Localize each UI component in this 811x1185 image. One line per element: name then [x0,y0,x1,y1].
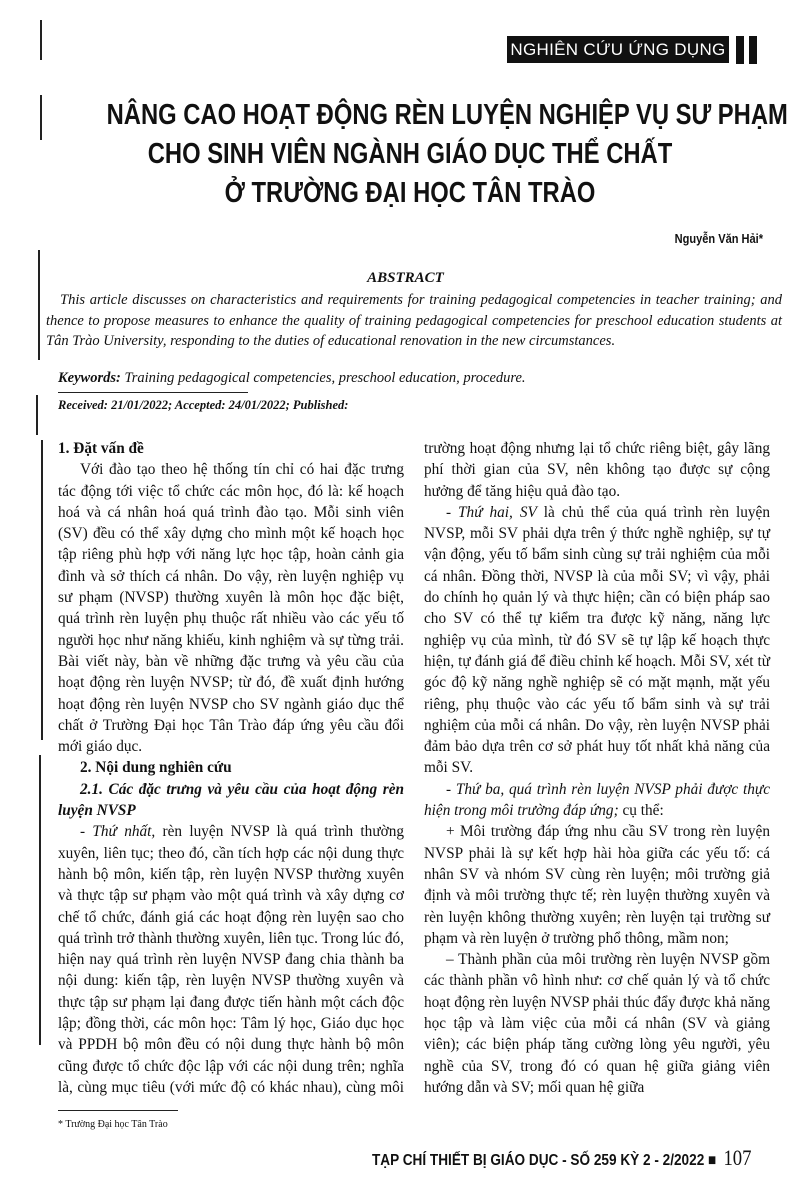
scan-margin-line [38,250,40,360]
section-heading: 2. Nội dung nghiên cứu [80,759,232,777]
article-title [40,96,788,213]
scan-margin-line [36,395,38,435]
abstract-heading: ABSTRACT [367,270,444,286]
section-heading: 1. Đặt vấn đề [58,440,144,457]
separator: ■ [707,1152,716,1169]
abstract-text: This article discusses on characteristics and requirements for training pedagogical competencies in teacher training; and thence to propose measures to enhance the quality of training pedagogical competencies for preschool education students at Tân Trào University, responding to the duties of educational renovation in the new circumstances. [46,292,782,349]
paragraph: – Thành phần của môi trường rèn luyện NVSP gồm các thành phần vô hình như: cơ chế quản lý và tổ chức hoạt động rèn luyện NVSP phải thúc đẩy được khả năng học tập và làm việc của mỗi cá nhân (SV và giảng viên); các biện pháp tăng cường lòng yêu người, yêu nghề của SV, trong đó có quan hệ giữa giảng viên hướng dẫn và SV; mối quan hệ giữa [424,951,770,1096]
title-line: CHO SINH VIÊN NGÀNH GIÁO DỤC THỂ CHẤT [147,138,673,170]
scan-margin-line [39,755,41,1045]
divider [58,392,248,393]
paragraph [424,779,770,822]
paragraph-text: là chủ thể của quá trình rèn luyện NVSP, mỗi SV phải dựa trên ý thức nghề nghiệp, sự tự vận động, yếu tố bẩm sinh cùng sự trải nghiệm của mỗi cá nhân. Đồng thời, NVSP là của mỗi SV; vì vậy, phải do chính họ quản lý và thực hiện; cần có biện pháp sao cho SV có thể tự kiểm tra được kỹ năng, năng lực nghiệp vụ của mình, từ đó SV sẽ tự lập kế hoạch thực hiện, tự đánh giá để điều chỉnh kế hoạch. Mỗi SV, xét từ góc độ kỹ năng nghề nghiệp sẽ có mặt mạnh, mặt yếu riêng, phụ thuộc vào các yếu tố bẩm sinh và sự trải nghiệm của mỗi cá nhân. Do vậy, rèn luyện NVSP phải đảm bảo dựa trên cơ sở phát huy tốt nhất khả năng của mỗi SV. [424,503,770,777]
paragraph: Với đào tạo theo hệ thống tín chỉ có hai đặc trưng tác động tới việc tổ chức các môn học, đó là: kế hoạch hoá và cá nhân hoá quá trình đào tạo. Mỗi sinh viên (SV) đều có thể xây dựng cho mình một kế hoạch học tập riêng phù hợp với năng lực học tập, hoàn cảnh gia đình và sở thích cá nhân. Do vậy, rèn luyện nghiệp vụ sư phạm (NVSP) thường xuyên là môn học đặc biệt, quá trình rèn luyện phụ thuộc rất nhiều vào các yếu tố người học như năng khiếu, kinh nghiệm và sự từng trải. Bài viết này, bàn về những đặc trưng và yêu cầu của hoạt động rèn luyện NVSP; từ đó, đề xuất định hướng hoạt động rèn luyện NVSP cho SV ngành giáo dục thể chất ở Trường Đại học Tân Trào đáp ứng yêu cầu đổi mới giáo dục. [58,461,404,756]
title-line: Ở TRƯỜNG ĐẠI HỌC TÂN TRÀO [224,177,596,209]
paragraph: + Môi trường đáp ứng nhu cầu SV trong rèn luyện NVSP phải là sự kết hợp hài hòa giữa các yếu tố: cá nhân SV và nhóm SV cùng rèn luyện; môi trường giả định và môi trường thực tế; rèn luyện thường xuyên và rèn luyện không thường xuyên; rèn luyện tại trường sư phạm và rèn luyện ở trường phổ thông, mầm non; [424,823,770,947]
paragraph-lead: - Thứ hai, SV [446,503,537,521]
page-footer [371,1145,751,1171]
paragraph-lead: - Thứ nhất, [80,823,156,841]
page-number: 107 [722,1145,751,1170]
footnote-divider [58,1110,178,1111]
paragraph-text: rèn luyện NVSP là quá trình thường xuyên, liên tục; theo đó, cần tích hợp các nội dung thực hành bộ môn, kiến tập, rèn luyện NVSP thường xuyên và thực tập sư phạm vào một quá trình và xây dựng cơ chế tổ chức, đánh giá các hoạt động rèn luyện sao cho quá trình trở thành thường xuyên, liên tục. Trong lúc đó, hiện nay quá trình rèn luyện NVSP đang chia thành ba nội dung: kiến tập, rèn luyện NVSP thường xuyên và thực tập sư phạm lại đang được tiến hành một cách độc lập; đồng thời, các môn học: Tâm lý học, Giáo dục học và PPDH bộ môn đều có nội dung thực hành bộ môn cũng được tổ chức độc lập với các nội dung trên; nghĩa là, cùng mục tiêu (với mức độ có khác nhau), cùng môi trường hoạt động nhưng lại tổ chức riêng biệt, gây lãng phí thời gian của SV, nên không tạo được sự cộng hưởng để tăng hiệu quả đào tạo. [58,440,770,1096]
journal-name: TẠP CHÍ THIẾT BỊ GIÁO DỤC - SỐ 259 KỲ 2 - 2/2022 [371,1152,704,1169]
section-bar-decoration [749,36,757,64]
section-label: NGHIÊN CỨU ỨNG DỤNG [507,36,729,63]
paragraph-text: cụ thể: [618,802,664,820]
footnote: * Trường Đại học Tân Trào [58,1119,168,1130]
scan-margin-line [41,440,43,740]
keywords-label: Keywords: [58,370,121,386]
subsection-heading: 2.1. Các đặc trưng và yêu cầu của hoạt động rèn luyện NVSP [58,780,404,820]
received-dates: Received: 21/01/2022; Accepted: 24/01/2022; Published: [58,398,349,412]
keywords-text: Training pedagogical competencies, preschool education, procedure. [120,370,526,386]
paragraph-lead: - Thứ ba, quá trình rèn luyện NVSP phải được thực hiện trong môi trường đáp ứng; [424,780,770,820]
author-name: Nguyễn Văn Hải* [674,231,763,246]
scan-margin-line [40,20,42,60]
title-line: NÂNG CAO HOẠT ĐỘNG RÈN LUYỆN NGHIỆP VỤ SƯ PHẠM [106,99,788,131]
paragraph [424,502,770,779]
section-bar-decoration [736,36,744,64]
article-body-two-columns [58,438,770,1104]
keywords [58,370,526,387]
